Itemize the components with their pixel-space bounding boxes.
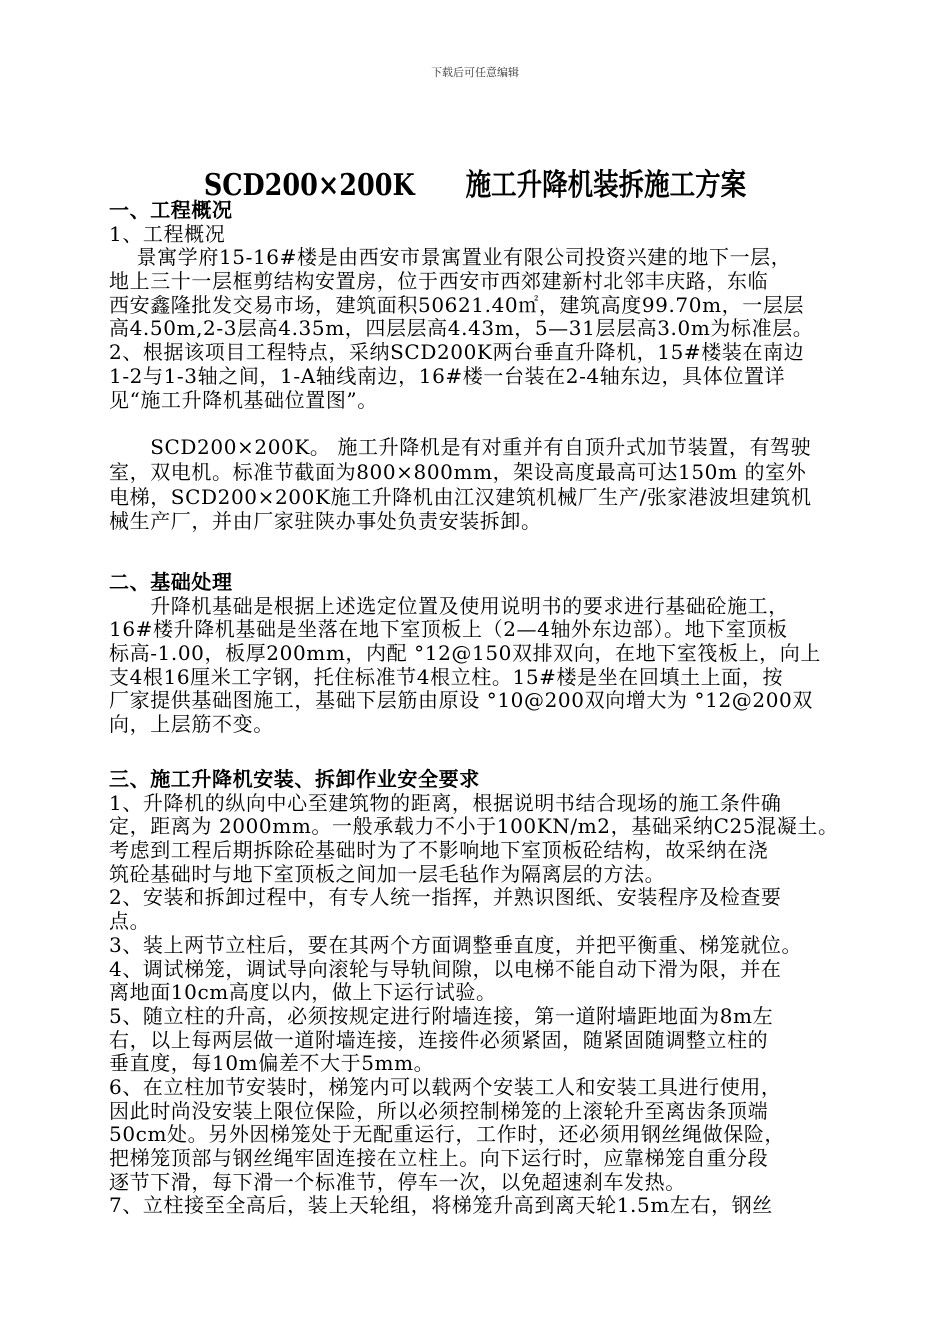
text-line: 升降机基础是根据上述选定位置及使用说明书的要求进行基础砼施工， (109, 593, 789, 618)
text-line: 7、立柱接至全高后，装上天轮组，将梯笼升高到离天轮1.5m左右，钢丝 (109, 1193, 773, 1218)
text-line: 厂家提供基础图施工，基础下层筋由原设 °10@200双向增大为 °12@200双 (109, 688, 813, 713)
text-line: 标高-1.00，板厚200mm，内配 °12@150双排双向，在地下室筏板上，向上 (109, 641, 821, 666)
section-body (109, 792, 869, 1218)
text-line: 4、调试梯笼，调试导向滚轮与导轨间隙，以电梯不能自动下滑为限，并在 (109, 956, 782, 981)
text-line: 械生产厂，并由厂家驻陕办事处负责安装拆卸。 (109, 509, 542, 533)
section-heading: 三、施工升降机安装、拆卸作业安全要求 (109, 767, 480, 791)
section-1-paragraph-2 (109, 434, 869, 534)
text-line: SCD200×200K。 施工升降机是有对重并有自顶升式加节装置，有驾驶 (109, 435, 812, 459)
text-line: 右，以上每两层做一道附墙连接，连接件必须紧固，随紧固随调整立柱的 (109, 1027, 769, 1052)
text-line: 16#楼升降机基础是坐落在地下室顶板上（2—4轴外东边部）。地下室顶板 (109, 617, 788, 642)
header-note: 下载后可任意编辑 (431, 66, 519, 79)
text-line: 室，双电机。标准节截面为800×800mm，架设高度最高可达150m 的室外 (109, 460, 807, 484)
text-line: 定，距离为 2000mm。一般承载力不小于100KN/m2，基础采纳C25混凝土。 (109, 814, 839, 839)
text-line: 见“施工升降机基础位置图”。 (109, 387, 378, 412)
text-line: 电梯，SCD200×200K施工升降机由江汉建筑机械厂生产/张家港波坦建筑机 (109, 484, 812, 509)
section-body (109, 595, 869, 737)
section-2 (109, 571, 869, 737)
text-line: 1、工程概况 (109, 221, 226, 246)
text-line: 支4根16厘米工字钢，托住标准节4根立柱。15#楼是坐在回填土上面，按 (109, 664, 784, 689)
text-line: 2、安装和拆卸过程中，有专人统一指挥，并熟识图纸、安装程序及检查要 (109, 885, 782, 910)
section-body (109, 434, 869, 534)
text-line: 垂直度，每10m偏差不大于5mm。 (109, 1051, 435, 1076)
text-line: 逐节下滑，每下滑一个标准节，停车一次，以免超速刹车发热。 (109, 1169, 686, 1194)
text-line: 因此时尚没安装上限位保险，所以必须控制梯笼的上滚轮升至离齿条顶端 (109, 1098, 769, 1123)
text-line: 向，上层筋不变。 (109, 712, 274, 737)
section-3 (109, 768, 869, 1218)
text-line: 50cm处。另外因梯笼处于无配重运行，工作时，还必须用钢丝绳做保险， (109, 1122, 786, 1147)
text-line: 点。 (109, 909, 151, 934)
text-line: 西安鑫隆批发交易市场，建筑面积50621.40㎡，建筑高度99.70m，一层层 (109, 292, 805, 317)
text-line: 高4.50m,2-3层高4.35m，四层层高4.43m，5—31层层高3.0m为标准层。 (109, 316, 814, 341)
text-line: 2、根据该项目工程特点，采纳SCD200K两台垂直升降机，15#楼装在南边 (109, 340, 805, 365)
text-line: 6、在立柱加节安装时，梯笼内可以载两个安装工人和安装工具进行使用， (109, 1074, 782, 1099)
document-title: SCD200×200K 施工升降机装拆施工方案 (203, 168, 747, 203)
section-heading: 二、基础处理 (109, 570, 233, 594)
text-line: 筑砼基础时与地下室顶板之间加一层毛毡作为隔离层的方法。 (109, 861, 666, 886)
text-line: 5、随立柱的升高，必须按规定进行附墙连接，第一道附墙距地面为8m左 (109, 1003, 774, 1028)
section-body (109, 223, 869, 413)
text-line: 景寓学府15-16#楼是由西安市景寓置业有限公司投资兴建的地下一层， (109, 245, 792, 270)
section-heading: 一、工程概况 (109, 198, 233, 222)
text-line: 地上三十一层框剪结构安置房，位于西安市西郊建新村北邻丰庆路，东临 (109, 269, 769, 294)
text-line: 1、升降机的纵向中心至建筑物的距离，根据说明书结合现场的施工条件确 (109, 790, 782, 815)
section-1 (109, 199, 869, 412)
text-line: 离地面10cm高度以内，做上下运行试验。 (109, 980, 497, 1005)
text-line: 3、装上两节立柱后，要在其两个方面调整垂直度，并把平衡重、梯笼就位。 (109, 932, 803, 957)
text-line: 1-2与1-3轴之间，1-A轴线南边，16#楼一台装在2-4轴东边，具体位置详 (109, 363, 786, 388)
text-line: 考虑到工程后期拆除砼基础时为了不影响地下室顶板砼结构，故采纳在浇 (109, 838, 769, 863)
text-line: 把梯笼顶部与钢丝绳牢固连接在立柱上。向下运行时，应靠梯笼自重分段 (109, 1146, 769, 1170)
